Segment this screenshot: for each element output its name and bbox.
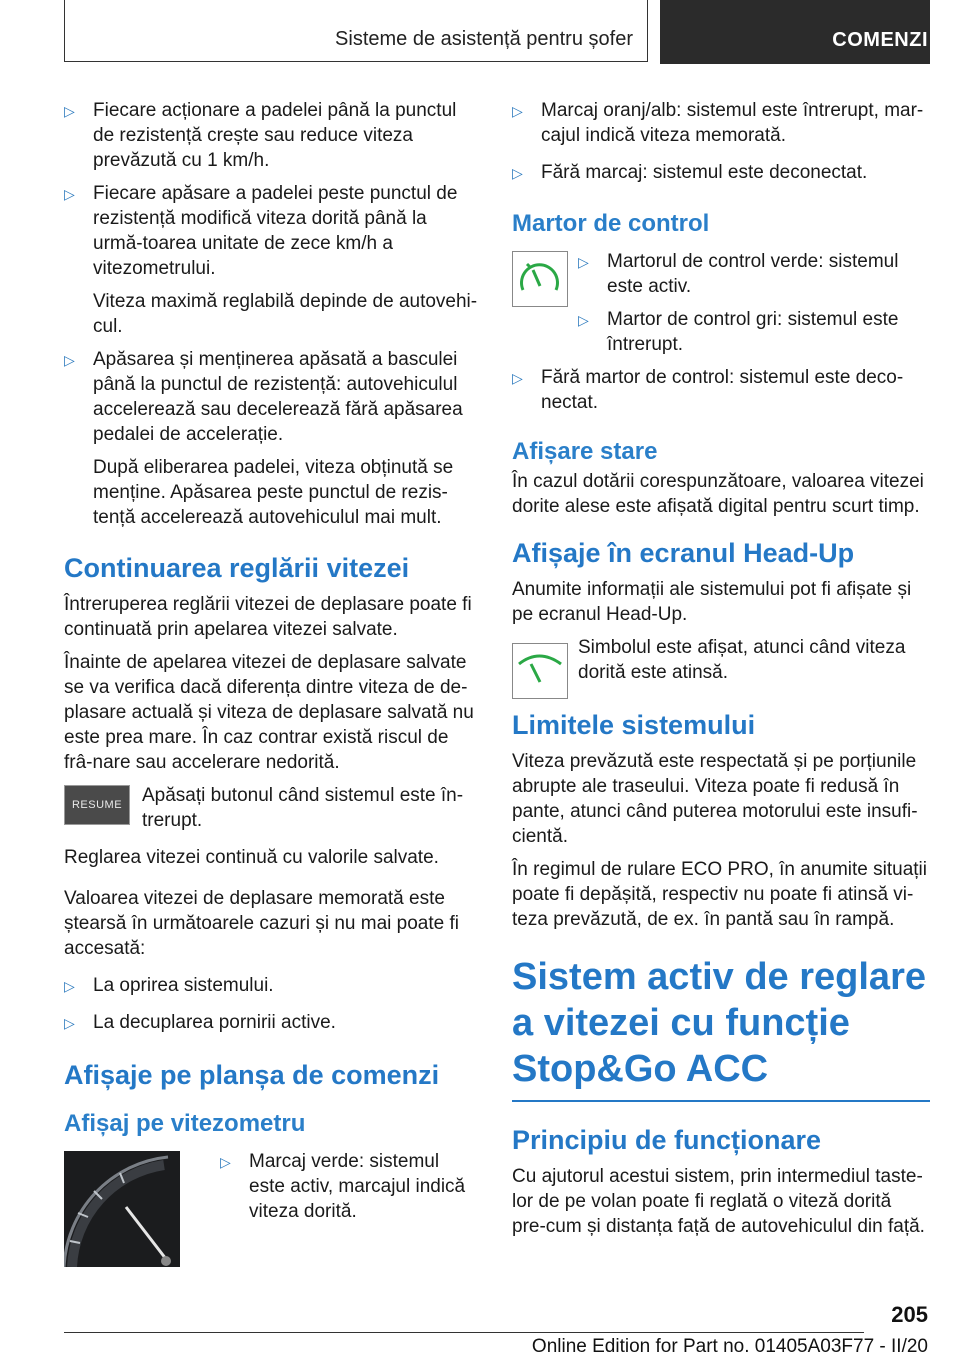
bullet-triangle-icon: ▷ xyxy=(512,103,523,119)
paragraph: Anumite informații ale sistemului pot fi afișate și pe ecranul Head-Up. xyxy=(512,579,912,625)
hud-text: Simbolul este afișat, atunci când viteza dorită este atinsă. xyxy=(578,637,906,683)
list-item: ▷ Apăsarea și menținerea apăsată a basculei până la punctul de rezistență: autovehiculul accelerează sau decelerează fără apăsarea pedalei de accelerație. xyxy=(64,349,463,445)
bullet-triangle-icon: ▷ xyxy=(64,186,75,202)
heading-indicator-lamp: Martor de control xyxy=(512,210,710,237)
bullet-triangle-icon: ▷ xyxy=(512,165,523,181)
list-item: ▷ Fără marcaj: sistemul este deconectat. xyxy=(512,160,930,185)
page-number: 205 xyxy=(891,1302,928,1327)
speedometer-image xyxy=(64,1151,180,1267)
footer-rule xyxy=(64,1332,864,1333)
bullet-triangle-icon: ▷ xyxy=(220,1154,231,1170)
heading-principle: Principiu de funcționare xyxy=(512,1125,822,1155)
list-item-continuation: După eliberarea padelei, viteza obținută se menține. Apăsarea peste punctul de rezis-tență accelerează autovehiculul mai mult. xyxy=(93,457,454,528)
resume-text: Apăsați butonul când sistemul este în-trerupt. xyxy=(142,785,464,831)
lamp-text xyxy=(512,249,930,357)
bullet-triangle-icon: ▷ xyxy=(578,254,589,270)
page-header xyxy=(64,0,930,64)
hud-symbol-icon xyxy=(512,643,568,699)
resume-row xyxy=(64,783,480,837)
list-item: ▷ Fără martor de control: sistemul este deco-nectat. xyxy=(512,367,904,413)
paragraph: Înainte de apelarea vitezei de deplasare salvate se va verifica dacă diferența dintre viteza de de-plasare actuală și viteza de deplasare salvată nu este prea mare. În caz contrar există riscul de frâ-nare sau accelerare nedorită. xyxy=(64,652,474,773)
bullet-triangle-icon: ▷ xyxy=(578,312,589,328)
speedometer-row xyxy=(64,1149,480,1269)
resume-button-icon: RESUME xyxy=(64,785,130,825)
paragraph: Reglarea vitezei continuă cu valorile salvate. xyxy=(64,847,439,868)
list-item: ▷ Fiecare acționare a padelei până la punctul de rezistență crește sau reduce viteza prevăzută cu 1 km/h. xyxy=(64,100,457,171)
cruise-lamp-icon xyxy=(512,251,568,307)
paragraph: În cazul dotării corespunzătoare, valoarea vitezei dorite alese este afișată digital pentru scurt timp. xyxy=(512,471,924,517)
paragraph: Cu ajutorul acestui sistem, prin intermediul taste-lor de pe volan poate fi reglată o viteză dorită pre-cum și distanța față de autovehiculul din față. xyxy=(512,1166,925,1237)
heading-speedometer: Afișaj pe vitezometru xyxy=(64,1110,306,1137)
bullet-triangle-icon: ▷ xyxy=(64,103,75,119)
hud-row xyxy=(512,635,930,697)
heading-acc: Sistem activ de reglare a vitezei cu funcție Stop&Go ACC xyxy=(512,954,930,1102)
bullet-triangle-icon: ▷ xyxy=(512,370,523,386)
section-title: Sisteme de asistență pentru șofer xyxy=(335,28,633,50)
heading-status: Afișare stare xyxy=(512,438,658,465)
chapter-title: COMENZI xyxy=(832,29,928,51)
list-item: ▷ Martor de control gri: sistemul este întrerupt. xyxy=(578,309,899,355)
chapter-tab xyxy=(660,0,930,64)
right-column xyxy=(512,98,930,1247)
bullet-triangle-icon: ▷ xyxy=(64,352,75,368)
heading-displays: Afișaje pe planșa de comenzi xyxy=(64,1060,440,1090)
heading-continuation: Continuarea reglării vitezei xyxy=(64,553,410,583)
heading-limits: Limitele sistemului xyxy=(512,710,756,740)
heading-hud: Afișaje în ecranul Head-Up xyxy=(512,538,855,568)
list-item-continuation: Viteza maximă reglabilă depinde de autovehi-cul. xyxy=(93,291,478,337)
lamp-row xyxy=(512,249,930,357)
list-item: ▷ Marcaj oranj/alb: sistemul este întrerupt, mar-cajul indică viteza memorată. xyxy=(512,100,924,146)
paragraph: Întreruperea reglării vitezei de deplasare poate fi continuată prin apelarea vitezei salvate. xyxy=(64,594,472,640)
bullet-triangle-icon: ▷ xyxy=(64,978,75,994)
list-item: ▷ La oprirea sistemului. xyxy=(64,973,480,998)
edition-note: Online Edition for Part no. 01405A03F77 - II/20 xyxy=(531,1336,928,1357)
section-tab xyxy=(64,0,648,62)
bullet-triangle-icon: ▷ xyxy=(64,1015,75,1031)
left-column xyxy=(64,98,480,1277)
paragraph: Viteza prevăzută este respectată și pe porțiunile abrupte ale traseului. Viteza poate fi redusă în pante, atunci când puterea motorului este insufi-cientă. xyxy=(512,751,918,847)
list-item: ▷ Martorul de control verde: sistemul este activ. xyxy=(578,251,899,297)
list-item: ▷ Marcaj verde: sistemul este activ, marcajul indică viteza dorită. xyxy=(220,1151,466,1222)
list-item: ▷ Fiecare apăsare a padelei peste punctul de rezistență modifică viteza dorită până la urmă-toarea unitate de zece km/h a vitezometrului. xyxy=(64,183,458,279)
paragraph: În regimul de rulare ECO PRO, în anumite situații poate fi depășită, respectiv nu poate fi atinsă vi-teza prevăzută, de ex. în pantă sau în rampă. xyxy=(512,859,928,930)
paragraph: Valoarea vitezei de deplasare memorată este ștearsă în următoarele cazuri și nu mai poate fi accesată: xyxy=(64,888,459,959)
list-item: ▷ La decuplarea pornirii active. xyxy=(64,1010,480,1035)
